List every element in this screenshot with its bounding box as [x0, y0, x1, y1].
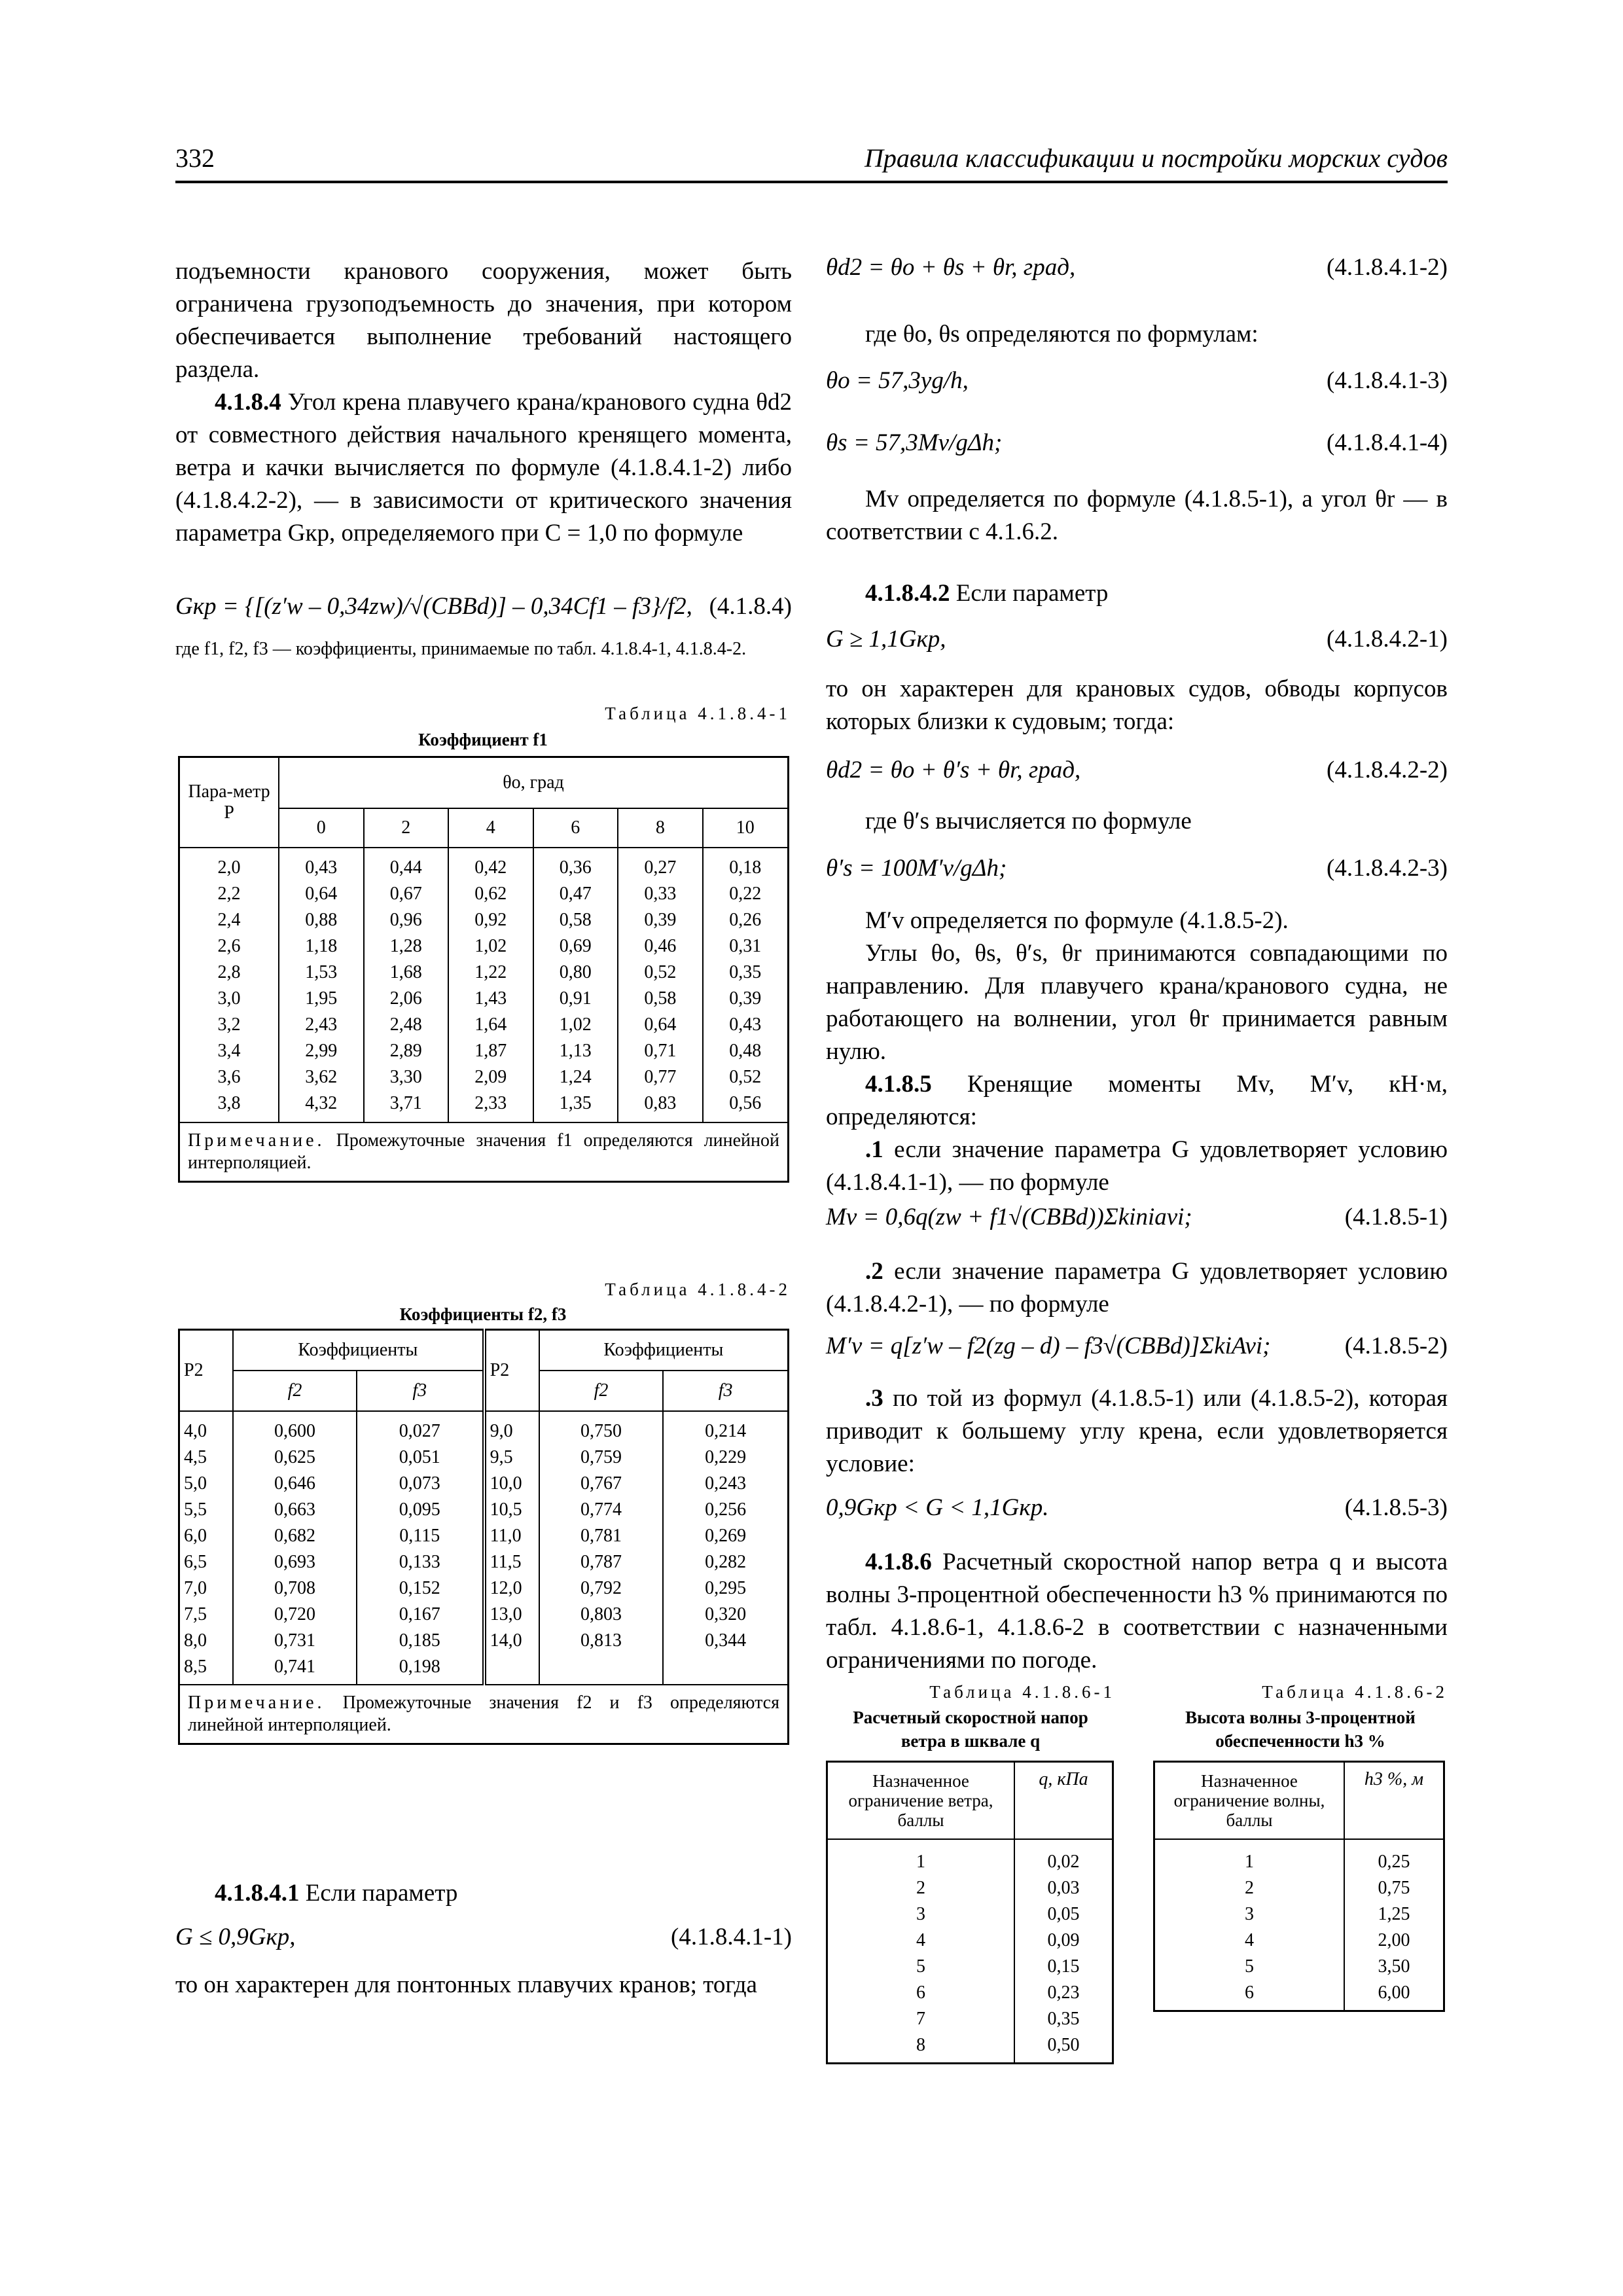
table-cell: 1 — [1245, 1851, 1254, 1872]
table-cell: 0,52 — [729, 1066, 762, 1087]
f1-column — [364, 848, 449, 1122]
table4-title — [1150, 1706, 1451, 1753]
formula-ref: (4.1.8.4.2-3) — [1327, 855, 1448, 882]
section-number: 4.1.8.4.2 — [865, 580, 950, 607]
table-cell: 0,115 — [399, 1525, 440, 1546]
table-cell: 1,64 — [474, 1014, 507, 1035]
table-cell: 0,46 — [644, 935, 677, 956]
formula-4-1-8-5-2 — [826, 1332, 1448, 1360]
f2-column-right — [539, 1411, 664, 1685]
table-cell: 0,803 — [580, 1604, 622, 1624]
q-column — [1014, 1839, 1113, 2064]
table-wind-pressure — [826, 1761, 1114, 2064]
table-cell: 3 — [1245, 1903, 1254, 1924]
section-text: Угол крена плавучего крана/кранового судна θd2 от совместного действия начального кренящего момента, ветра и качки вычисляется по формуле (4.1.8.4.1-2) либо (4.1.8.4.2-2), — в зависимости от критического значения параметра Gкр, определяемого при C = 1,0 по формуле — [175, 389, 793, 547]
running-title: Правила классификации и постройки морских судов — [864, 143, 1448, 173]
table-cell: 0,185 — [399, 1630, 440, 1651]
formula-ref: (4.1.8.4.2-1) — [1327, 626, 1448, 653]
table-cell: 7,5 — [184, 1604, 207, 1624]
ponton-paragraph — [175, 1969, 792, 2001]
table-cell: 11,5 — [490, 1551, 522, 1572]
formula-ref: (4.1.8.4.2-2) — [1327, 757, 1448, 783]
table-cell: 9,5 — [490, 1446, 513, 1467]
section-4-1-8-4-2 — [826, 577, 1448, 610]
table-cell: 2,33 — [474, 1092, 507, 1113]
where-theta-s — [865, 805, 1448, 838]
p-column — [179, 848, 279, 1122]
title-line-2: обеспеченности h3 % — [1215, 1731, 1385, 1751]
table-cell: 3,8 — [217, 1092, 241, 1113]
table-cell: 0,33 — [644, 883, 677, 904]
table-cell: 0,682 — [274, 1525, 315, 1546]
table1-note — [179, 1122, 789, 1182]
table-cell: 1,95 — [305, 988, 338, 1009]
table-cell: 2,06 — [389, 988, 422, 1009]
section-number: 4.1.8.4 — [215, 389, 281, 416]
table-cell: 3,4 — [217, 1040, 241, 1061]
table-cell: 5,0 — [184, 1473, 207, 1494]
f1-column — [448, 848, 533, 1122]
table-cell: 0,229 — [705, 1446, 747, 1467]
formula-4-1-8-4 — [175, 592, 792, 620]
section-text: Если параметр — [305, 1880, 458, 1907]
section-4-1-8-4 — [175, 386, 792, 550]
table-cell: 6 — [916, 1982, 925, 2003]
table-cell: 3,71 — [389, 1092, 422, 1113]
formula-ref: (4.1.8.5-2) — [1344, 1333, 1448, 1359]
formula-4-1-8-5-1 — [826, 1203, 1448, 1231]
table-cell: 1,22 — [474, 961, 507, 982]
formula-4-1-8-4-2-1 — [826, 625, 1448, 653]
note-word: Примечание. — [188, 1130, 325, 1151]
header-coef-right: Коэффициенты — [539, 1330, 789, 1371]
header-f2-left: f2 — [233, 1371, 357, 1411]
p2-column-right — [484, 1411, 539, 1685]
intro-text: подъемности кранового сооружения, может быть ограничена грузоподъемность до значения, при котором обеспечивается выполнение требований настоящего раздела. — [175, 258, 792, 383]
table-cell: 0,42 — [474, 857, 507, 878]
formula-body: 0,9Gкр < G < 1,1Gкр. — [826, 1494, 1049, 1521]
table-cell: 3,6 — [217, 1066, 241, 1087]
table-cell: 0,26 — [729, 909, 762, 930]
formula-body: G ≤ 0,9Gкр, — [175, 1924, 296, 1950]
table-cell: 2,6 — [217, 935, 241, 956]
table-cell: 0,02 — [1047, 1851, 1080, 1872]
table-cell: 0,52 — [644, 961, 677, 982]
table-cell: 0,75 — [1378, 1877, 1410, 1898]
table3-title — [819, 1706, 1122, 1753]
item-text: по той из формул (4.1.8.5-1) или (4.1.8.5-2), которая приводит к большему углу крена, если удовлетворяется условие: — [826, 1385, 1448, 1477]
f2-column-left — [233, 1411, 357, 1685]
table-cell: 2,2 — [217, 883, 241, 904]
table-cell: 0,47 — [559, 883, 592, 904]
table-cell: 8,0 — [184, 1630, 207, 1651]
balls-column — [827, 1839, 1015, 2064]
where-theta-text: где θo, θs определяются по формулам: — [865, 321, 1258, 348]
page-number: 332 — [175, 143, 215, 173]
table-cell: 1 — [916, 1851, 925, 1872]
h-column — [1344, 1839, 1444, 2011]
table-cell: 0,693 — [274, 1551, 315, 1572]
table-cell: 0,095 — [399, 1499, 440, 1520]
formula-ref: (4.1.8.4) — [709, 593, 792, 620]
table-cell: 0,646 — [274, 1473, 315, 1494]
formula-4-1-8-5-3 — [826, 1494, 1448, 1522]
section-number: 4.1.8.5 — [865, 1071, 932, 1098]
formula-4-1-8-4-1-3 — [826, 367, 1448, 395]
table-wave-height — [1153, 1761, 1445, 2012]
table-cell: 0,256 — [705, 1499, 747, 1520]
table-cell: 0,58 — [644, 988, 677, 1009]
f3-column-left — [357, 1411, 484, 1685]
table-cell: 0,282 — [705, 1551, 747, 1572]
table-cell: 0,27 — [644, 857, 677, 878]
table-cell: 0,731 — [274, 1630, 315, 1651]
section-4-1-8-5 — [826, 1068, 1448, 1134]
table-cell: 0,77 — [644, 1066, 677, 1087]
item-text: если значение параметра G удовлетворяет условию (4.1.8.4.1-1), — по формуле — [826, 1136, 1448, 1196]
table-cell: 0,051 — [399, 1446, 440, 1467]
table-cell: 0,80 — [559, 961, 592, 982]
table-f2-f3 — [178, 1329, 789, 1745]
table-cell: 7 — [916, 2008, 925, 2029]
table-cell: 0,792 — [580, 1577, 622, 1598]
table-cell: 0,35 — [1047, 2008, 1080, 2029]
formula-body: θs = 57,3Mv/gΔh; — [826, 429, 1003, 456]
table-cell: 2,99 — [305, 1040, 338, 1061]
table1-title: Коэффициент f1 — [418, 730, 548, 749]
formula-ref: (4.1.8.4.1-2) — [1327, 254, 1448, 281]
header-f3-left: f3 — [357, 1371, 484, 1411]
table-cell: 11,0 — [490, 1525, 522, 1546]
table-cell: 4,5 — [184, 1446, 207, 1467]
table-cell: 0,43 — [729, 1014, 762, 1035]
table2-title: Коэффициенты f2, f3 — [399, 1304, 567, 1324]
formula-ref: (4.1.8.4.1-1) — [671, 1924, 792, 1950]
table-cell: 0,781 — [580, 1525, 622, 1546]
table-cell: 0,767 — [580, 1473, 622, 1494]
formula-4-1-8-4-1-1 — [175, 1923, 792, 1951]
table-cell: 0,133 — [399, 1551, 440, 1572]
table-cell: 0,600 — [274, 1420, 315, 1441]
header-wave-limit: Назначенное ограничение волны, баллы — [1154, 1762, 1345, 1839]
table-cell: 7,0 — [184, 1577, 207, 1598]
table-cell: 3,0 — [217, 988, 241, 1009]
table-cell: 0,708 — [274, 1577, 315, 1598]
table-cell: 4 — [1245, 1929, 1254, 1950]
table-cell: 0,344 — [705, 1630, 747, 1651]
table-cell: 2,4 — [217, 909, 241, 930]
formula-ref: (4.1.8.4.1-4) — [1327, 429, 1448, 456]
table-cell: 1,13 — [559, 1040, 592, 1061]
table-cell: 0,36 — [559, 857, 592, 878]
table-cell: 0,64 — [305, 883, 338, 904]
page-header — [175, 143, 1448, 183]
table2-label: Таблица 4.1.8.4-2 — [605, 1280, 791, 1299]
table-cell: 0,152 — [399, 1577, 440, 1598]
table-cell: 4,0 — [184, 1420, 207, 1441]
theta-2: 2 — [364, 808, 449, 848]
formula-body: θo = 57,3yg/h, — [826, 367, 969, 394]
table-f1 — [178, 756, 789, 1183]
header-q: q, кПа — [1014, 1762, 1113, 1839]
table-cell: 1,35 — [559, 1092, 592, 1113]
section-text: Расчетный скоростной напор ветра q и высота волны 3-процентной обеспеченности h3 % принимаются по табл. 4.1.8.6-1, 4.1.8.6-2 в соответствии с назначенными ограничениями по погоде. — [826, 1549, 1448, 1674]
formula-body: Mv = 0,6q(zw + f1√(CBBd))Σkiniavi; — [826, 1204, 1192, 1230]
table-cell: 8 — [916, 2034, 925, 2055]
table-cell: 0,83 — [644, 1092, 677, 1113]
table-cell: 0,18 — [729, 857, 762, 878]
item-2 — [826, 1255, 1448, 1321]
table-cell: 5 — [1245, 1956, 1254, 1977]
table-cell: 0,92 — [474, 909, 507, 930]
table-cell: 2,48 — [389, 1014, 422, 1035]
table-cell: 0,62 — [474, 883, 507, 904]
table-cell: 0,813 — [580, 1630, 622, 1651]
table-cell: 0,320 — [705, 1604, 747, 1624]
table-cell: 0,56 — [729, 1092, 762, 1113]
table-cell: 2,00 — [1378, 1929, 1410, 1950]
formula-4-1-8-4-1-2 — [826, 253, 1448, 281]
table-cell: 0,23 — [1047, 1982, 1080, 2003]
section-text: Кренящие моменты Mv, M′v, кН·м, определяются: — [826, 1071, 1448, 1130]
param-header-text: Пара-метр P — [188, 781, 270, 823]
f1-column — [533, 848, 618, 1122]
formula-body: M′v = q[z′w – f2(zg – d) – f3√(CBBd)]ΣkiAvi; — [826, 1333, 1271, 1359]
section-number: 4.1.8.6 — [865, 1549, 932, 1575]
table-cell: 1,25 — [1378, 1903, 1410, 1924]
table-cell: 2,09 — [474, 1066, 507, 1087]
table-cell: 13,0 — [490, 1604, 522, 1624]
table4-label: Таблица 4.1.8.6-2 — [1262, 1682, 1448, 1702]
table-cell: 2,8 — [217, 961, 241, 982]
table-cell: 1,68 — [389, 961, 422, 982]
table-cell: 0,073 — [399, 1473, 440, 1494]
where-coefficients — [175, 638, 883, 660]
table-cell: 8,5 — [184, 1656, 207, 1677]
balls-column — [1154, 1839, 1345, 2011]
section-4-1-8-6 — [826, 1546, 1448, 1677]
where-theta — [865, 318, 1448, 351]
table-cell: 10,0 — [490, 1473, 522, 1494]
table-cell: 3,30 — [389, 1066, 422, 1087]
table-cell: 0,88 — [305, 909, 338, 930]
theta-0: 0 — [279, 808, 364, 848]
table-cell: 6 — [1245, 1982, 1254, 2003]
table-cell: 0,269 — [705, 1525, 747, 1546]
table-cell: 1,18 — [305, 935, 338, 956]
kran-text: то он характерен для крановых судов, обводы корпусов которых близки к судовым; тогда: — [826, 675, 1448, 735]
formula-ref: (4.1.8.5-1) — [1344, 1204, 1448, 1230]
table-cell: 0,39 — [644, 909, 677, 930]
table-cell: 0,71 — [644, 1040, 677, 1061]
header-f3-right: f3 — [663, 1371, 788, 1411]
table-cell: 0,67 — [389, 883, 422, 904]
header-f2-right: f2 — [539, 1371, 664, 1411]
table1-label: Таблица 4.1.8.4-1 — [605, 704, 791, 723]
formula-body: G ≥ 1,1Gкр, — [826, 626, 946, 653]
item-number: .3 — [865, 1385, 883, 1412]
table-cell: 6,0 — [184, 1525, 207, 1546]
table-cell: 1,43 — [474, 988, 507, 1009]
theta-6: 6 — [533, 808, 618, 848]
f3-column-right — [663, 1411, 788, 1685]
theta-10: 10 — [703, 808, 789, 848]
note-word: Примечание. — [188, 1692, 325, 1713]
where-f-text: где f1, f2, f3 — коэффициенты, принимаемые по табл. 4.1.8.4-1, 4.1.8.4-2. — [175, 639, 747, 659]
title-line-2: ветра в шквале q — [901, 1731, 1041, 1751]
table-cell: 0,774 — [580, 1499, 622, 1520]
table-cell: 4 — [916, 1929, 925, 1950]
mv-text: Mv определяется по формуле (4.1.8.5-1), а угол θr — в соответствии с 4.1.6.2. — [826, 486, 1448, 545]
table-cell: 0,58 — [559, 909, 592, 930]
table-cell: 0,167 — [399, 1604, 440, 1624]
table-cell: 0,44 — [389, 857, 422, 878]
table2-note — [179, 1685, 789, 1744]
formula-body: θ′s = 100M′v/gΔh; — [826, 855, 1007, 882]
table3-label: Таблица 4.1.8.6-1 — [929, 1682, 1115, 1702]
table-cell: 1,02 — [559, 1014, 592, 1035]
ponton-text: то он характерен для понтонных плавучих кранов; тогда — [175, 1971, 757, 1998]
table-cell: 2,0 — [217, 857, 241, 878]
table-cell: 3,62 — [305, 1066, 338, 1087]
table-cell: 5,5 — [184, 1499, 207, 1520]
item-number: .1 — [865, 1136, 883, 1163]
item-number: .2 — [865, 1258, 883, 1285]
formula-body: θd2 = θo + θs + θr, град, — [826, 254, 1076, 281]
formula-4-1-8-4-1-4 — [826, 429, 1448, 457]
table-cell: 2,43 — [305, 1014, 338, 1035]
table-cell: 1,02 — [474, 935, 507, 956]
table-cell: 4,32 — [305, 1092, 338, 1113]
table-cell: 0,64 — [644, 1014, 677, 1035]
table-cell: 0,25 — [1378, 1851, 1410, 1872]
header-h3: h3 %, м — [1344, 1762, 1444, 1839]
table-cell: 6,00 — [1378, 1982, 1410, 2003]
where-theta-s-text: где θ′s вычисляется по формуле — [865, 808, 1192, 834]
theta-8: 8 — [618, 808, 703, 848]
section-4-1-8-4-1 — [175, 1877, 792, 1910]
table-cell: 3 — [916, 1903, 925, 1924]
note-text: Промежуточные значения f1 определяются линейной интерполяцией. — [188, 1130, 779, 1173]
table-cell: 0,759 — [580, 1446, 622, 1467]
formula-body: Gкр = {[(z′w – 0,34zw)/√(CBBd)] – 0,34Cf1 – f3}/f2, — [175, 593, 692, 620]
table-cell: 9,0 — [490, 1420, 513, 1441]
angles-text: Углы θo, θs, θ′s, θr принимаются совпадающими по направлению. Для плавучего крана/кранового судна, не работающего на волнении, угол θr принимается равным нулю. — [826, 940, 1448, 1065]
table-cell: 0,295 — [705, 1577, 747, 1598]
formula-ref: (4.1.8.4.1-3) — [1327, 367, 1448, 394]
table-cell: 0,027 — [399, 1420, 440, 1441]
mv-paragraph — [826, 483, 1448, 548]
table-cell: 0,69 — [559, 935, 592, 956]
table-cell: 2,89 — [389, 1040, 422, 1061]
header-coef-left: Коэффициенты — [233, 1330, 484, 1371]
table-cell: 0,03 — [1047, 1877, 1080, 1898]
table-cell: 12,0 — [490, 1577, 522, 1598]
header-param-p — [179, 757, 279, 848]
angles-paragraph — [826, 937, 1448, 1068]
table-cell: 0,50 — [1047, 2034, 1080, 2055]
table-cell: 0,720 — [274, 1604, 315, 1624]
mv2-paragraph — [865, 905, 1448, 937]
theta-4: 4 — [448, 808, 533, 848]
table-cell: 0,214 — [705, 1420, 747, 1441]
item-3 — [826, 1382, 1448, 1480]
left-intro-paragraph — [175, 255, 792, 386]
table-cell: 0,96 — [389, 909, 422, 930]
header-p2-right: P2 — [484, 1330, 539, 1411]
table-cell: 0,15 — [1047, 1956, 1080, 1977]
section-text: Если параметр — [955, 580, 1109, 607]
title-line-1: Расчетный скоростной напор — [853, 1708, 1088, 1727]
section-number: 4.1.8.4.1 — [215, 1880, 300, 1907]
table-cell: 0,663 — [274, 1499, 315, 1520]
theta-header-text: θo, град — [503, 772, 564, 793]
table-cell: 0,31 — [729, 935, 762, 956]
table-cell: 3,2 — [217, 1014, 241, 1035]
table-cell: 0,39 — [729, 988, 762, 1009]
table-cell: 0,198 — [399, 1656, 440, 1677]
formula-4-1-8-4-2-2 — [826, 756, 1448, 784]
table-cell: 0,787 — [580, 1551, 622, 1572]
note-text: Промежуточные значения f2 и f3 определяются линейной интерполяцией. — [188, 1692, 779, 1735]
table-cell: 0,43 — [305, 857, 338, 878]
table-cell: 0,09 — [1047, 1929, 1080, 1950]
table-cell: 0,05 — [1047, 1903, 1080, 1924]
title-line-1: Высота волны 3-процентной — [1185, 1708, 1416, 1727]
header-p2-left: P2 — [179, 1330, 234, 1411]
table-cell: 5 — [916, 1956, 925, 1977]
f1-column — [703, 848, 789, 1122]
table-cell: 6,5 — [184, 1551, 207, 1572]
p2-column-left — [179, 1411, 234, 1685]
table-cell: 10,5 — [490, 1499, 522, 1520]
table-cell: 0,243 — [705, 1473, 747, 1494]
table-cell: 0,91 — [559, 988, 592, 1009]
table-cell: 2 — [916, 1877, 925, 1898]
table-cell: 0,750 — [580, 1420, 622, 1441]
table-cell: 0,35 — [729, 961, 762, 982]
table-cell: 0,22 — [729, 883, 762, 904]
table-cell: 2 — [1245, 1877, 1254, 1898]
kran-paragraph — [826, 673, 1448, 738]
formula-4-1-8-4-2-3 — [826, 854, 1448, 882]
f1-column — [279, 848, 364, 1122]
table-cell: 0,741 — [274, 1656, 315, 1677]
table-cell: 1,28 — [389, 935, 422, 956]
header-theta — [279, 757, 789, 808]
f1-column — [618, 848, 703, 1122]
table-cell: 3,50 — [1378, 1956, 1410, 1977]
formula-body: θd2 = θo + θ′s + θr, град, — [826, 757, 1081, 783]
table-cell: 1,53 — [305, 961, 338, 982]
table-cell: 0,625 — [274, 1446, 315, 1467]
item-text: если значение параметра G удовлетворяет условию (4.1.8.4.2-1), — по формуле — [826, 1258, 1448, 1318]
formula-ref: (4.1.8.5-3) — [1344, 1494, 1448, 1521]
item-1 — [826, 1134, 1448, 1199]
table-cell: 14,0 — [490, 1630, 522, 1651]
mv2-text: M′v определяется по формуле (4.1.8.5-2). — [865, 907, 1289, 934]
table-cell: 1,87 — [474, 1040, 507, 1061]
header-wind-limit: Назначенное ограничение ветра, баллы — [827, 1762, 1015, 1839]
table-cell: 0,48 — [729, 1040, 762, 1061]
table-cell: 1,24 — [559, 1066, 592, 1087]
